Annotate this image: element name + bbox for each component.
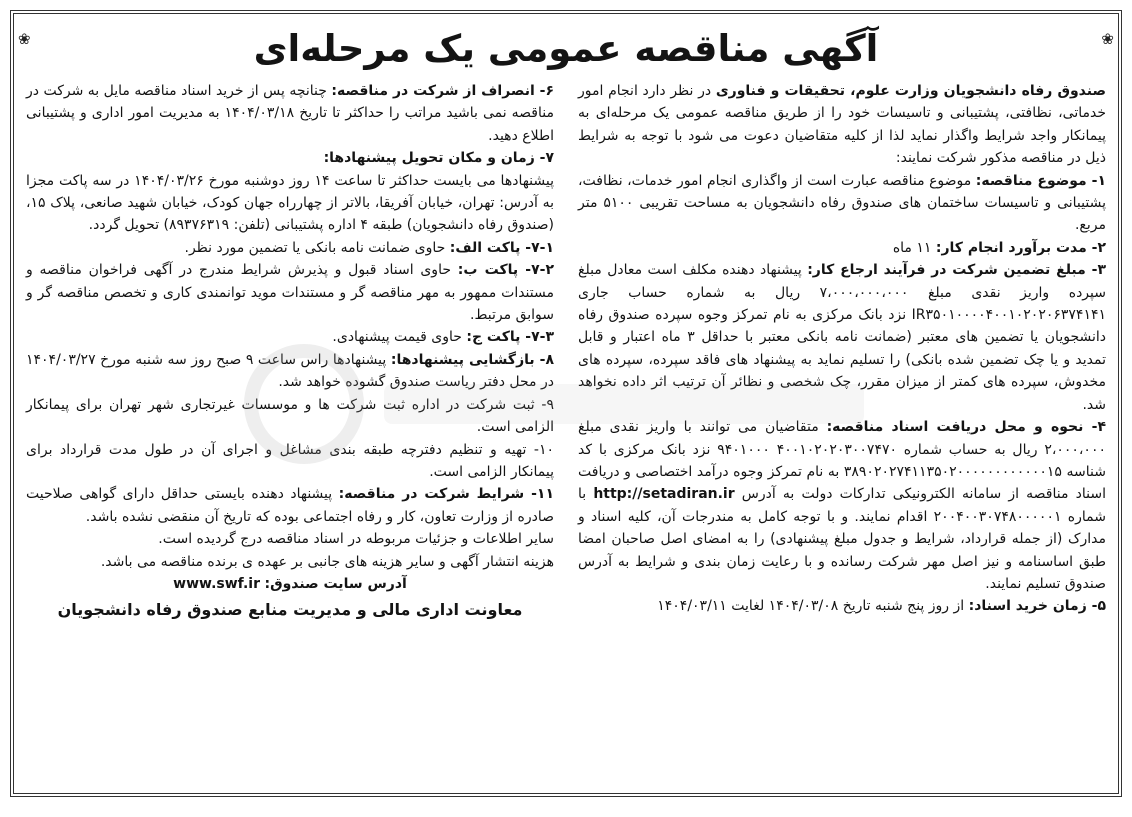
section-11-text: پیشنهاد دهنده بایستی حداقل دارای گواهی صلاحیت صادره از وزارت تعاون، کار و رفاه اجتماعی بوده که تاریخ آن منقضی نشده باشد. xyxy=(26,486,554,525)
section-4-text-a: متقاضیان می توانند با واریز نقدی مبلغ ۲،۰۰۰،۰۰۰ ریال به حساب شماره ۴۰۰۱۰۲۰۲۰۳۰۰۷۴۷۰ ۹۴۰۱۰۰۰ نزد بانک مرکزی با کد شناسه ۳۸۹۰۲۰۲۷۴۱۱۳۵۰۲۰۰۰۰۰۰۰۰۰۰۰۰۱۵ به نام تمرکز وجوه درآمد اختصاصی و دریافت اسناد مناقصه از سامانه الکترونیکی تدارکات دولت به آدرس xyxy=(578,419,1106,503)
section-3 xyxy=(578,259,1106,416)
section-7-2-text: حاوی اسناد قبول و پذیرش شرایط مندرج در آگهی فراخوان مناقصه و مستندات ممهور به مهر مناقصه گر و مستندات موید توانمندی کاری و تخصص مناقصه گر و سوابق مرتبط. xyxy=(26,262,554,324)
section-3-label: ۳- مبلغ تضمین شرکت در فرآیند ارجاع کار: xyxy=(807,262,1106,279)
section-8-label: ۸- بازگشایی پیشنهادها: xyxy=(390,351,554,368)
notice-title: آگهی مناقصه عمومی یک مرحله‌ای xyxy=(253,27,879,70)
section-1-text: موضوع مناقصه عبارت است از واگذاری انجام امور خدمات، نظافت، پشتیبانی و تاسیسات ساختمان های صندوق رفاه دانشجویان به مساحت تقریبی ۵۱۰۰ متر مربع. xyxy=(578,172,1106,234)
section-6-label: ۶- انصراف از شرکت در مناقصه: xyxy=(331,83,554,99)
section-7-body: پیشنهادها می بایست حداکثر تا ساعت ۱۴ روز دوشنبه مورخ ۱۴۰۴/۰۳/۲۶ در سه پاکت مجزا به آدرس: تهران، خیابان آفریقا، بالاتر از چهارراه جهان کودک، خیابان شهید صانعی، پلاک ۱۵، (صندوق رفاه دانشجویان) طبقه ۴ اداره پشتیبانی (تلفن: ۸۹۳۷۶۳۱۹) تحویل گردد. xyxy=(26,172,554,234)
section-2-text: ۱۱ ماه xyxy=(892,239,936,256)
right-column xyxy=(578,80,1106,623)
section-5-text: از روز پنج شنبه تاریخ ۱۴۰۴/۰۳/۰۸ لغایت ۱۴۰۴/۰۳/۱۱ xyxy=(657,598,969,615)
intro-org: صندوق رفاه دانشجویان وزارت علوم، تحقیقات و فناوری xyxy=(715,83,1107,99)
site-address xyxy=(26,573,554,595)
section-7-2 xyxy=(26,259,554,326)
section-7-2-label: ۷-۲- پاکت ب: xyxy=(457,262,555,279)
info-note: سایر اطلاعات و جزئیات مربوطه در اسناد مناقصه درج گردیده است. xyxy=(158,531,554,548)
section-2-label: ۲- مدت برآورد انجام کار: xyxy=(935,239,1106,256)
setadiran-link[interactable]: http://setadiran.ir xyxy=(593,486,735,503)
tender-notice xyxy=(10,10,1122,797)
section-7-label: ۷- زمان و مکان تحویل پیشنهادها: xyxy=(323,150,554,167)
cost-note: هزینه انتشار آگهی و سایر هزینه های جانبی بر عهده ی برنده مناقصه می باشد. xyxy=(100,553,554,570)
section-7-1-label: ۷-۱- پاکت الف: xyxy=(449,239,554,256)
section-2 xyxy=(578,237,1106,259)
intro-paragraph xyxy=(578,80,1106,170)
section-9: ۹- ثبت شرکت در اداره ثبت شرکت ها و موسسات غیرتجاری شهر تهران برای پیمانکار الزامی است. xyxy=(26,396,554,436)
section-4-label: ۴- نحوه و محل دریافت اسناد مناقصه: xyxy=(826,419,1107,436)
section-3-text: پیشنهاد دهنده مکلف است معادل مبلغ سپرده واریز نقدی مبلغ ۷،۰۰۰،۰۰۰،۰۰۰ ریال به شماره حساب جاری IR۳۵۰۱۰۰۰۰۴۰۰۱۰۲۰۲۰۶۳۷۴۱۴۱ نزد بانک مرکزی به نام تمرکز وجوه سپرده صندوق رفاه دانشجویان یا تضمین های معتبر (ضمانت نامه بانکی معتبر با حداقل ۳ ماه اعتبار و قابل تمدید و یا چک تضمین شده بانکی) را تسلیم نماید به پیشنهاد های فاقد سپرده، سپرده های مخدوش، سپرده های کمتر از میزان مقرر، چک شخصی و نظائر آن ترتیب اثر داده نخواهد شد. xyxy=(578,262,1106,413)
section-8 xyxy=(26,349,554,394)
section-5 xyxy=(578,595,1106,617)
signature: معاونت اداری مالی و مدیریت منابع صندوق رفاه دانشجویان xyxy=(57,600,523,620)
section-7-1 xyxy=(26,237,554,259)
site-link[interactable]: www.swf.ir xyxy=(173,575,261,592)
section-6 xyxy=(26,80,554,147)
section-1 xyxy=(578,170,1106,237)
section-1-label: ۱- موضوع مناقصه: xyxy=(975,172,1106,189)
section-10: ۱۰- تهیه و تنظیم دفترچه طبقه بندی مشاغل و اجرای آن در طول مدت قرارداد برای پیمانکار الزامی است. xyxy=(26,441,554,480)
section-8-text: پیشنهادها راس ساعت ۹ صبح روز سه شنبه مورخ ۱۴۰۴/۰۳/۲۷ در محل دفتر ریاست صندوق گشوده خواهد شد. xyxy=(26,351,554,391)
left-column xyxy=(26,80,554,623)
corner-ornament-left: ❀ xyxy=(18,30,31,48)
section-11-label: ۱۱- شرایط شرکت در مناقصه: xyxy=(338,486,554,503)
site-label: آدرس سایت صندوق: xyxy=(264,575,407,592)
section-5-label: ۵- زمان خرید اسناد: xyxy=(968,598,1106,615)
intro-text: در نظر دارد انجام امور خدماتی، نظافتی، پشتیبانی و تاسیسات خود را از طریق مناقصه عمومی یک مرحله‌ای به پیمانکار واجد شرایط واگذار نماید لذا از کلیه متقاضیان دعوت می شود با توجه به شرایط ذیل در مناقصه مذکور شرکت نمایند: xyxy=(578,83,1106,167)
section-7-3-label: ۷-۳- پاکت ج: xyxy=(466,329,554,346)
section-4 xyxy=(578,416,1106,595)
section-7-3-text: حاوی قیمت پیشنهادی. xyxy=(332,329,467,346)
section-4-text-b: با شماره ۲۰۰۴۰۰۳۰۷۴۸۰۰۰۰۰۱ اقدام نمایند. و با توجه کامل به مندرجات آن، کلیه اسناد و مدارک (از جمله قرارداد، شرایط و جدول مبلغ پیشنهادی) را به امضای اصل صاحبان امضا طبق اساسنامه و نیز اصل مهر شرکت رسانده و با رعایت زمان بندی و شرایط به آدرس صندوق تسلیم نمایند. xyxy=(578,486,1106,592)
section-11 xyxy=(26,483,554,528)
section-7-3 xyxy=(26,326,554,348)
section-6-text: چنانچه پس از خرید اسناد مناقصه مایل به شرکت در مناقصه نمی باشید مراتب را حداکثر تا تاریخ ۱۴۰۴/۰۳/۱۸ به مدیریت امور اداری و پشتیبانی اطلاع دهید. xyxy=(26,83,554,144)
section-7 xyxy=(26,147,554,169)
section-7-1-text: حاوی ضمانت نامه بانکی یا تضمین مورد نظر. xyxy=(184,239,450,256)
notice-columns xyxy=(26,80,1106,623)
corner-ornament-right: ❀ xyxy=(1101,30,1114,48)
